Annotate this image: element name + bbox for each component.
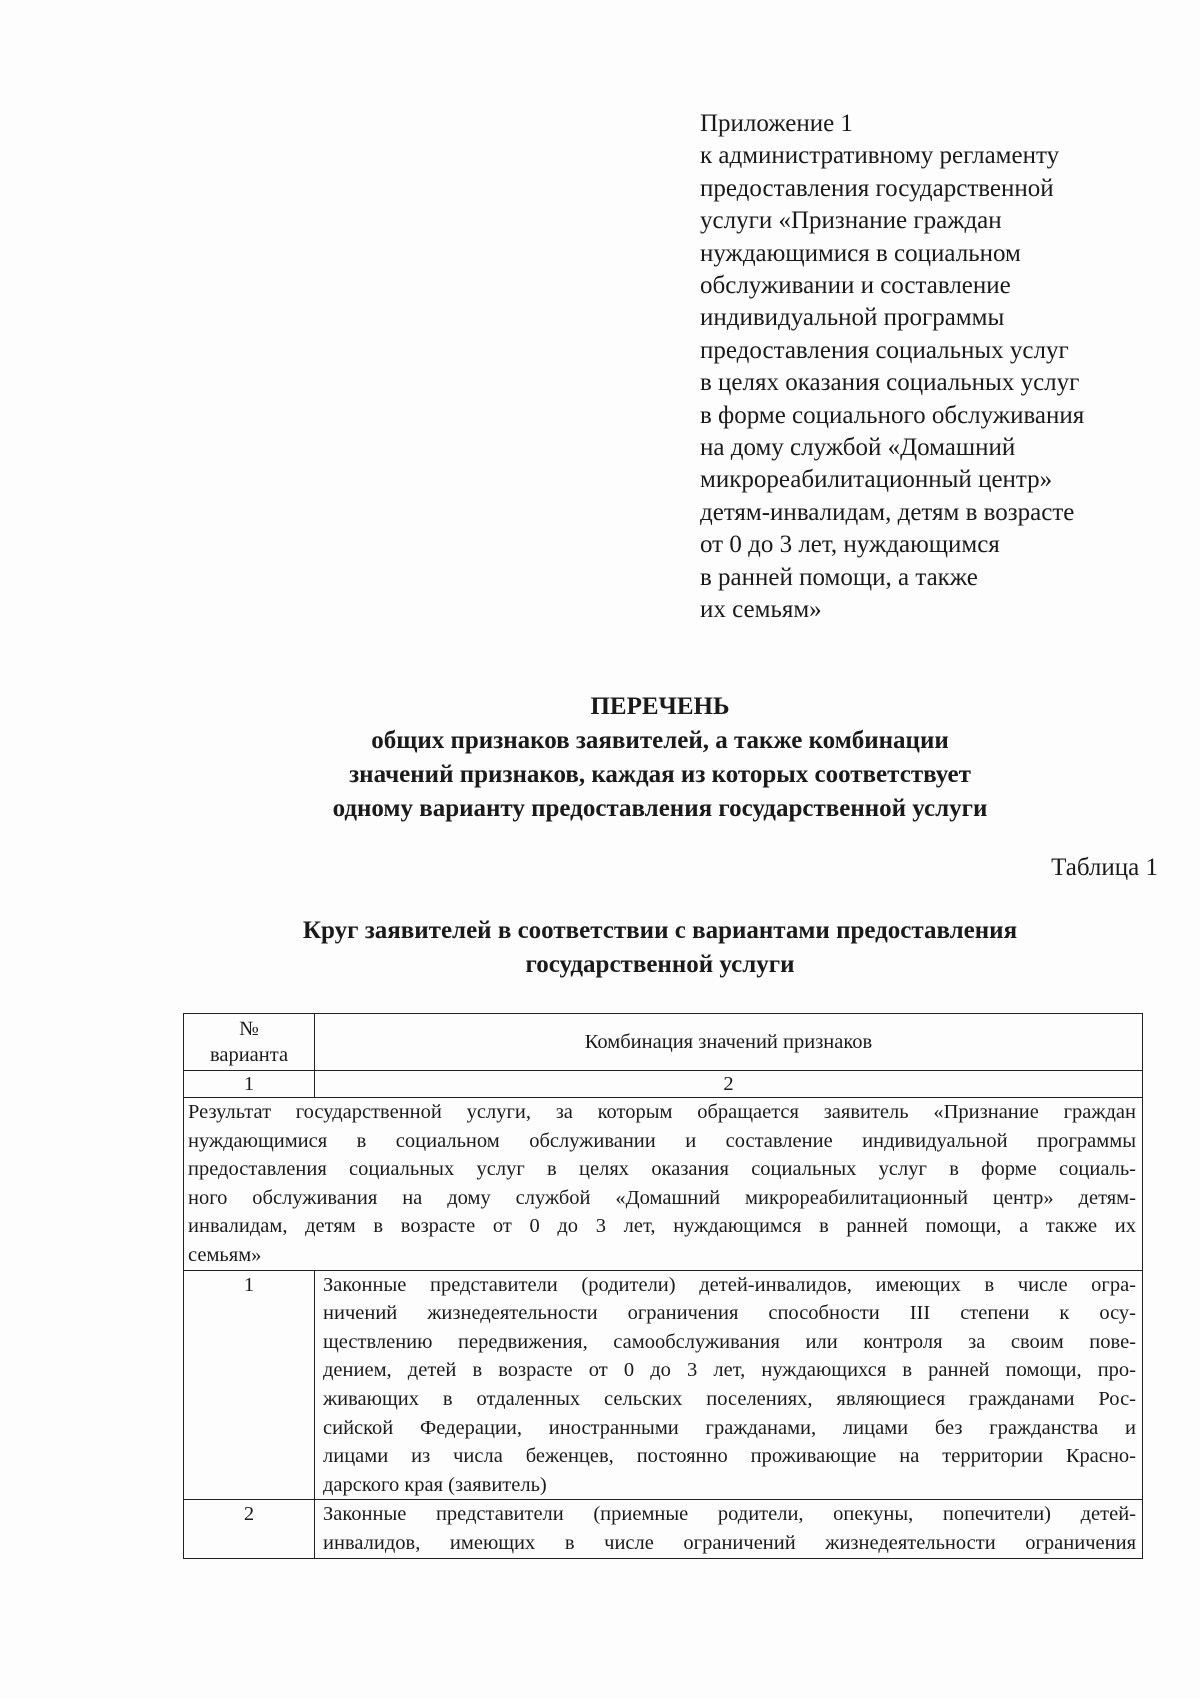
- appendix-line: индивидуальной программы: [700, 304, 1005, 332]
- description-line: дением, детей в возрасте от 0 до 3 лет, нуждающихся в ранней помощи, про-: [323, 1359, 1136, 1382]
- result-line: семьям»: [188, 1243, 262, 1266]
- header-num-sign: №: [239, 1018, 259, 1040]
- result-line: инвалидам, детям в возрасте от 0 до 3 лет, нуждающимся в ранней помощи, а также их: [188, 1215, 1136, 1238]
- table-title: [200, 914, 1120, 982]
- appendix-line: в форме социального обслуживания: [700, 401, 1085, 429]
- heading-line: значений признаков, каждая из которых соответствует: [349, 761, 971, 788]
- table-header-row: [184, 1014, 1143, 1071]
- appendix-line: услуги «Признание граждан: [700, 207, 1002, 235]
- result-cell: [184, 1098, 1143, 1271]
- appendix-block: [700, 108, 1160, 627]
- description-line: инвалидов, имеющих в числе ограничений жизнедеятельности ограничения: [323, 1531, 1136, 1554]
- appendix-line: микрореабилитационный центр»: [700, 466, 1053, 494]
- variant-number-cell: 2: [184, 1500, 315, 1558]
- description-line: сийской Федерации, иностранными гражданами, лицами без гражданства и: [323, 1416, 1136, 1439]
- appendix-line: детям-инвалидам, детям в возрасте: [700, 498, 1075, 526]
- appendix-line: в ранней помощи, а также: [700, 563, 978, 591]
- description-line: живающих в отдаленных сельских поселениях, являющиеся гражданами Рос-: [323, 1387, 1136, 1410]
- table-row: [184, 1500, 1143, 1558]
- appendix-line: предоставления государственной: [700, 174, 1054, 202]
- result-line: предоставления социальных услуг в целях оказания социальных услуг в форме социаль-: [188, 1158, 1136, 1181]
- appendix-line: обслуживании и составление: [700, 272, 1011, 300]
- appendix-line: на дому службой «Домашний: [700, 434, 1016, 462]
- heading-line: общих признаков заявителей, а также комбинации: [371, 727, 949, 754]
- description-line: ществлению передвижения, самообслуживания или контроля за своим пове-: [323, 1330, 1136, 1353]
- table-result-row: [184, 1098, 1143, 1271]
- description-line: дарского края (заявитель): [323, 1473, 547, 1496]
- table-row: [184, 1270, 1143, 1500]
- heading-title: ПЕРЕЧЕНЬ: [590, 693, 730, 720]
- result-line: ного обслуживания на дому службой «Домашний микрореабилитационный центр» детям-: [188, 1186, 1136, 1209]
- header-variant-label: варианта: [209, 1044, 289, 1066]
- appendix-line: предоставления социальных услуг: [700, 336, 1069, 364]
- index-cell: 1: [184, 1071, 315, 1098]
- description-line: Законные представители (приемные родители, опекуны, попечители) детей-: [323, 1503, 1136, 1526]
- variant-number-cell: 1: [184, 1270, 315, 1500]
- variant-description-cell: [315, 1500, 1143, 1558]
- index-cell: 2: [315, 1071, 1143, 1098]
- appendix-line: Приложение 1: [700, 110, 853, 137]
- header-combination: Комбинация значений признаков: [315, 1014, 1143, 1071]
- appendix-line: от 0 до 3 лет, нуждающимся: [700, 531, 1000, 559]
- description-line: Законные представители (родители) детей-инвалидов, имеющих в числе огра-: [323, 1273, 1136, 1296]
- heading-line: одному варианту предоставления государственной услуги: [332, 795, 988, 822]
- document-heading: [200, 690, 1120, 826]
- table-title-line: государственной услуги: [525, 951, 795, 978]
- table-label: Таблица 1: [1051, 854, 1158, 881]
- description-line: лицами из числа беженцев, постоянно проживающие на территории Красно-: [323, 1445, 1136, 1468]
- appendix-line: в целях оказания социальных услуг: [700, 369, 1080, 397]
- appendix-line: к административному регламенту: [700, 142, 1060, 170]
- table-index-row: [184, 1071, 1143, 1098]
- table-title-line: Круг заявителей в соответствии с вариантами предоставления: [302, 917, 1018, 944]
- header-variant-number: [184, 1014, 315, 1071]
- description-line: ничений жизнедеятельности ограничения способности III степени к осу-: [323, 1302, 1136, 1325]
- applicants-table: [183, 1013, 1143, 1559]
- result-line: нуждающимися в социальном обслуживании и составление индивидуальной программы: [188, 1129, 1136, 1152]
- result-line: Результат государственной услуги, за которым обращается заявитель «Признание граждан: [188, 1101, 1136, 1123]
- variant-description-cell: [315, 1270, 1143, 1500]
- appendix-line: их семьям»: [700, 596, 822, 624]
- appendix-line: нуждающимися в социальном: [700, 239, 1021, 267]
